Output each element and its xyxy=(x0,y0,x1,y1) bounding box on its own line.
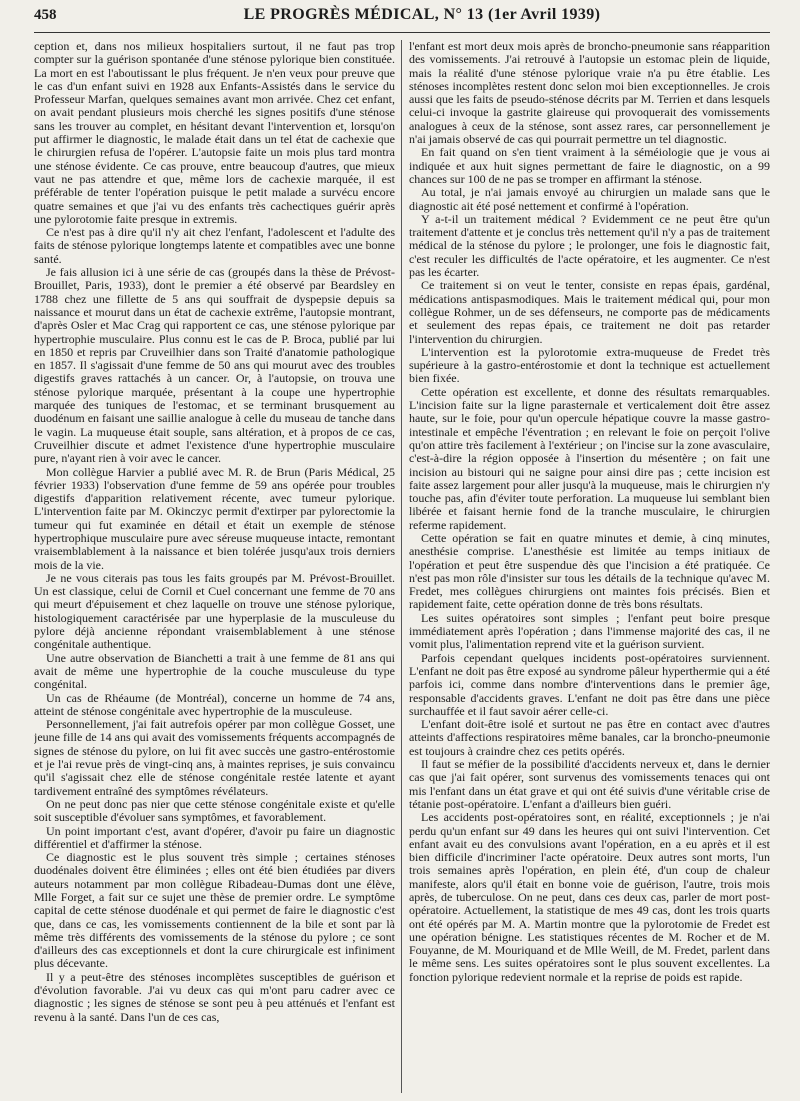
paragraph: Personnellement, j'ai fait autrefois opérer par mon collègue Gosset, une jeune fille de 14 ans qui avait des vomissements fréquents accompagnés de signes de sténose du pylore, on lui fit avec succès une gastro-entérostomie et je l'ai revue près de vingt-cinq ans, à maintes reprises, je suis convaincu qu'il s'agissait chez elle de sténose congénitale restée latente et ayant tardivement entraîné des symptômes révélateurs. xyxy=(34,717,395,798)
paragraph: Cette opération se fait en quatre minutes et demie, à cinq minutes, anesthésie comprise. L'anesthésie est limitée au temps initiaux de l'opération et peut être suspendue dès que l'incision a été pratiquée. Ce n'est pas mon rôle d'insister sur tous les détails de la technique qu'avec M. Fredet, mes collègues chirurgiens ont maintes fois précisés. Bien et rapidement faite, cette opération donne de très bons résultats. xyxy=(408,530,770,612)
paragraph: Ce n'est pas à dire qu'il n'y ait chez l'enfant, l'adolescent et l'adulte des faits de sténose pylorique longtemps latente et compatibles avec une bonne santé. xyxy=(34,225,395,266)
paragraph: Je fais allusion ici à une série de cas (groupés dans la thèse de Prévost-Brouillet, Paris, 1933), dont le premier a été observé par Beardsley en 1788 chez une fillette de 5 ans qui souffrait de dyspepsie depuis sa naissance et mourut dans un état de cachexie extrême, l'autopsie montrant, d'après Osler et Mac Crag qui rapportent ce cas, une sténose pylorique par hypertrophie musculaire. Plus connu est le cas de P. Broca, publié par lui en 1850 et repris par Cruveilhier dans son Traité d'anatomie pathologique en 1857. Il s'agissait d'une femme de 50 ans qui mourut avec des troubles digestifs graves rattachés à un cancer. Or, à l'autopsie, on trouva une sténose pylorique marquée, présentant à la coupe une hypertrophie marquée des tuniques de l'estomac, et se terminant brusquement au duodénum en faisant une saillie analogue à celle du museau de tanche dans le vagin. La muqueuse était souple, sans altération, et à propos de ce cas, Cruveilhier discute et admet l'existence d'une hypertrophie musculaire pure, n'ayant rien à voir avec le cancer. xyxy=(34,265,395,466)
article-body xyxy=(34,40,770,1093)
paragraph: Au total, je n'ai jamais envoyé au chirurgien un malade sans que le diagnostic ait été posé nettement et confirmé à l'opération. xyxy=(408,185,770,213)
paragraph: Mon collègue Harvier a publié avec M. R. de Brun (Paris Médical, 25 février 1933) l'observation d'une femme de 59 ans opérée pour troubles digestifs d'apparition relativement récente, avec tumeur pylorique. L'intervention faite par M. Okinczyc permit d'extirper par pylorectomie la tumeur qui fut examinée en détail et était un exemple de sténose hypertrophique musculaire pure avec séreuse muqueuse intacte, remontant vraisemblablement à la naissance et bien tolérée jusqu'aux trois derniers mois de la vie. xyxy=(34,464,395,572)
paragraph: L'enfant doit-être isolé et surtout ne pas être en contact avec d'autres atteints d'affections respiratoires même banales, car la broncho-pneumonie est toujours à craindre chez ces petits opérés. xyxy=(408,717,770,758)
paragraph: Y a-t-il un traitement médical ? Evidemment ce ne peut être qu'un traitement d'attente et je conclus très nettement qu'il n'y a pas de traitement médical de la sténose du pylore ; le prolonger, une fois le diagnostic fait, c'est reculer les difficultés de l'acte opératoire, et les augmenter. Ce n'est pas les écarter. xyxy=(408,211,770,280)
paragraph: Une autre observation de Bianchetti a trait à une femme de 81 ans qui avait de même une hypertrophie de la couche musculeuse du type congénital. xyxy=(34,650,395,692)
column-divider xyxy=(401,40,402,1093)
paragraph: l'enfant est mort deux mois après de broncho-pneumonie sans réapparition des vomissements. J'ai retrouvé à l'autopsie un estomac plein de liquide, mais la réalité d'une sténose pylorique vraie n'a pu être établie. Les sténoses incomplètes restent donc selon moi bien exceptionnelles. Je crois aussi que les faits de pseudo-sténose décrits par M. Terrien et dans lesquels celui-ci invoque la gastrite glaireuse qui provoquerait des vomissements analogues à ceux de la sténose, sont assez rares, car personnellement je n'ai jamais observé de cas qui pourrait permettre un tel diagnostic. xyxy=(408,40,770,147)
paragraph: Un point important c'est, avant d'opérer, d'avoir pu faire un diagnostic différentiel et d'affirmer la sténose. xyxy=(34,823,395,851)
journal-title: LE PROGRÈS MÉDICAL, N° 13 (1er Avril 1939) xyxy=(243,6,601,23)
paragraph: Il y a peut-être des sténoses incomplètes susceptibles de guérison et d'évolution favorable. J'ai vu deux cas qui m'ont paru cadrer avec ce diagnostic ; les signes de sténose se sont peu à peu atténués et l'enfant est revenu à la santé. Dans l'un de ces cas, xyxy=(34,969,395,1024)
paragraph: Un cas de Rhéaume (de Montréal), concerne un homme de 74 ans, atteint de sténose congénitale avec hypertrophie de la musculeuse. xyxy=(34,690,395,718)
paragraph: Ce traitement si on veut le tenter, consiste en repas épais, gardénal, médications antispasmodiques. Mais le traitement médical qui, pour mon collègue Rohmer, un de ses défenseurs, ne comporte pas de médicaments et seulement des repas épais, ce traitement ne doit pas retarder l'intervention du chirurgien. xyxy=(408,278,770,346)
paragraph: ception et, dans nos milieux hospitaliers surtout, il ne faut pas trop compter sur la guérison spontanée d'une sténose pylorique bien constituée. La mort en est l'aboutissant le plus fréquent. Je n'en veux pour preuve que le cas d'un enfant suivi en 1928 aux Enfants-Assistés dans le service du Professeur Marfan, quelques semaines avant mon arrivée. Chez cet enfant, on avait pendant plusieurs mois cherché les signes positifs d'une sténose sans les trouver au complet, en hésitant devant l'intervention et, lorsqu'on put affirmer le diagnostic, le malade était dans un tel état de cachexie que le chirurgien refusa de l'opérer. L'autopsie faite un mois plus tard montra une sténose évidente. Ce cas prouve, entre beaucoup d'autres, que mieux vaut ne pas attendre et que, même lors de cachexie marquée, il est préférable de tenter l'opération puisque le petit malade a survécu encore quatre semaines et que j'ai vu des enfants très cachectiques guérir après une pylorotomie faite presque in extremis. xyxy=(34,40,395,226)
paragraph: Il faut se méfier de la possibilité d'accidents nerveux et, dans le dernier cas que j'ai fait opérer, sont survenus des vomissements tenaces qui ont mis l'enfant dans un état grave et qui ont été suivis d'une véritable crise de tétanie post-opératoire. L'enfant a d'ailleurs bien guéri. xyxy=(408,757,770,811)
running-header xyxy=(34,6,770,33)
page-number: 458 xyxy=(34,7,57,23)
paragraph: Les suites opératoires sont simples ; l'enfant peut boire presque immédiatement après l'opération ; dans l'immense majorité des cas, il ne vomit plus, l'alimentation reprend vite et la guérison survient. xyxy=(408,610,770,652)
paragraph: Les accidents post-opératoires sont, en réalité, exceptionnels ; je n'ai perdu qu'un enfant sur 49 dans les heures qui ont suivi l'intervention. Cet enfant avait eu des convulsions avant l'opération, en a eu après et il est bien difficile d'incriminer l'acte opératoire. Deux autres sont morts, l'un trois semaines après l'opération, en plein été, d'un coup de chaleur manifeste, alors qu'il était en bonne voie de guérison, l'autre, trois mois après, de tuberculose. On ne peut, dans ces deux cas, parler de mort post-opératoire. Actuellement, la statistique de mes 49 cas, dont les trois quarts ont été opérés par M. A. Martin montre que la pylorotomie de Fredet est une opération bénigne. Les statistiques récentes de M. Rocher et de M. Fouyanne, de M. Mouriquand et de Mlle Weill, de M. Fredet, parlent dans le même sens. Les suites opératoires sont le plus souvent excellentes. La fonction pylorique redevient normale et la reprise de poids est rapide. xyxy=(408,810,770,984)
paragraph: Je ne vous citerais pas tous les faits groupés par M. Prévost-Brouillet. Un est classique, celui de Cornil et Cuel concernant une femme de 70 ans qui meurt d'épuisement et chez laquelle on trouve une sténose pylorique, histologiquement caractérisée par une hyperplasie de la musculeuse du pylore déjà ancienne répondant vraisemblablement à une sténose congénitale authentique. xyxy=(34,570,395,652)
paragraph: Ce diagnostic est le plus souvent très simple ; certaines sténoses duodénales doivent être éliminées ; elles ont été bien étudiées par divers auteurs notamment par mon collègue Ribadeau-Dumas dont une élève, Mlle Forget, a fait sur ce sujet une thèse de premier ordre. Le symptôme capital de cette sténose duodénale et qui permet de faire le diagnostic c'est que, dans ce cas, les vomissements contiennent de la bile et sont par là même très différents des vomissements de la sténose du pylore ; ce sont d'ailleurs des cas exceptionnels et dont la cure chirurgicale est infiniment plus décevante. xyxy=(34,850,395,971)
paragraph: Cette opération est excellente, et donne des résultats remarquables. L'incision faite sur la ligne parasternale et verticalement doit être assez haute, sur le foie, pour qu'un opercule hépatique couvre la masse gastro-intestinale et empêche l'éventration ; en relevant le foie on perçoit l'olive qu'on attire très facilement à l'extérieur ; on l'incise sur la zone avasculaire, c'est-à-dire la région opposée à l'insertion du mésentère ; on fait une incision au bistouri qui ne saigne pour ainsi dire pas ; cette incision est faite assez largement pour aller jusqu'à la muqueuse, mais le chirurgien n'y touche pas, afin d'éviter toute perforation. La muqueuse lui semblant bien libérée et faisant hernie fond de la tranche musculaire, le chirurgien referme rapidement. xyxy=(408,384,770,532)
paragraph: On ne peut donc pas nier que cette sténose congénitale existe et qu'elle soit susceptible d'évoluer sans symptômes, et favorablement. xyxy=(34,796,395,825)
paragraph: L'intervention est la pylorotomie extra-muqueuse de Fredet très supérieure à la gastro-entérostomie et dont la technique est actuellement bien fixée. xyxy=(408,344,770,386)
paragraph: En fait quand on s'en tient vraiment à la séméiologie que je vous ai indiquée et aux huit signes permettant de faire le diagnostic, on a 99 chances sur 100 de ne pas se tromper en affirmant la sténose. xyxy=(408,145,770,186)
right-column xyxy=(409,40,770,1093)
paragraph: Parfois cependant quelques incidents post-opératoires surviennent. L'enfant ne doit pas être exposé au syndrome pâleur hyperthermie qui a été parfois ici, comme dans nombre d'interventions dans le premier âge, responsable d'accidents graves. L'enfant ne doit pas être dans une pièce surchauffée et il faut savoir aérer celle-ci. xyxy=(408,650,770,718)
left-column xyxy=(34,40,395,1093)
